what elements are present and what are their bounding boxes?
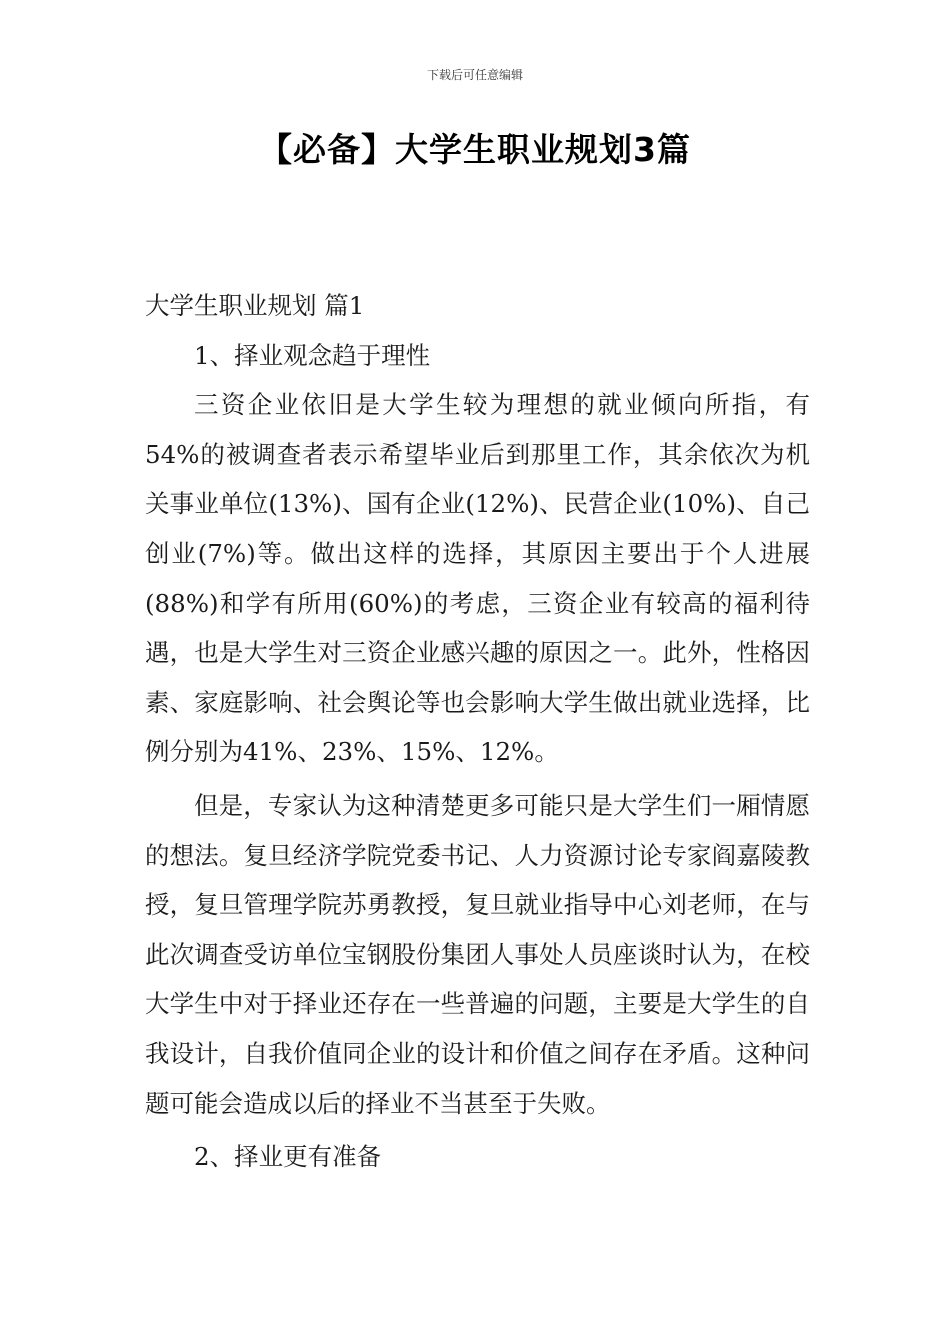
paragraph-1: 三资企业依旧是大学生较为理想的就业倾向所指，有54%的被调查者表示希望毕业后到那里工作，其余依次为机关事业单位(13%)、国有企业(12%)、民营企业(10%)、自己创业(7%)等。做出这样的选择，其原因主要出于个人进展(88%)和学有所用(60%)的考虑，三资企业有较高的福利待遇，也是大学生对三资企业感兴趣的原因之一。此外，性格因素、家庭影响、社会舆论等也会影响大学生做出就业选择，比例分别为41%、23%、15%、12%。: [145, 390, 810, 767]
paragraph-2: 但是，专家认为这种清楚更多可能只是大学生们一厢情愿的想法。复旦经济学院党委书记、人力资源讨论专家阎嘉陵教授，复旦管理学院苏勇教授，复旦就业指导中心刘老师，在与此次调查受访单位宝钢股份集团人事处人员座谈时认为，在校大学生中对于择业还存在一些普遍的问题，主要是大学生的自我设计，自我价值同企业的设计和价值之间存在矛盾。这种问题可能会造成以后的择业不当甚至于失败。: [145, 790, 810, 1118]
subheading-1: 1、择业观念趋于理性: [194, 340, 431, 370]
subheading-2: 2、择业更有准备: [194, 1142, 382, 1172]
document-body: [145, 281, 810, 1182]
header-note: 下载后可任意编辑: [426, 68, 523, 82]
document-title: 【必备】大学生职业规划3篇: [259, 130, 691, 169]
section-heading: 大学生职业规划 篇1: [145, 291, 365, 320]
